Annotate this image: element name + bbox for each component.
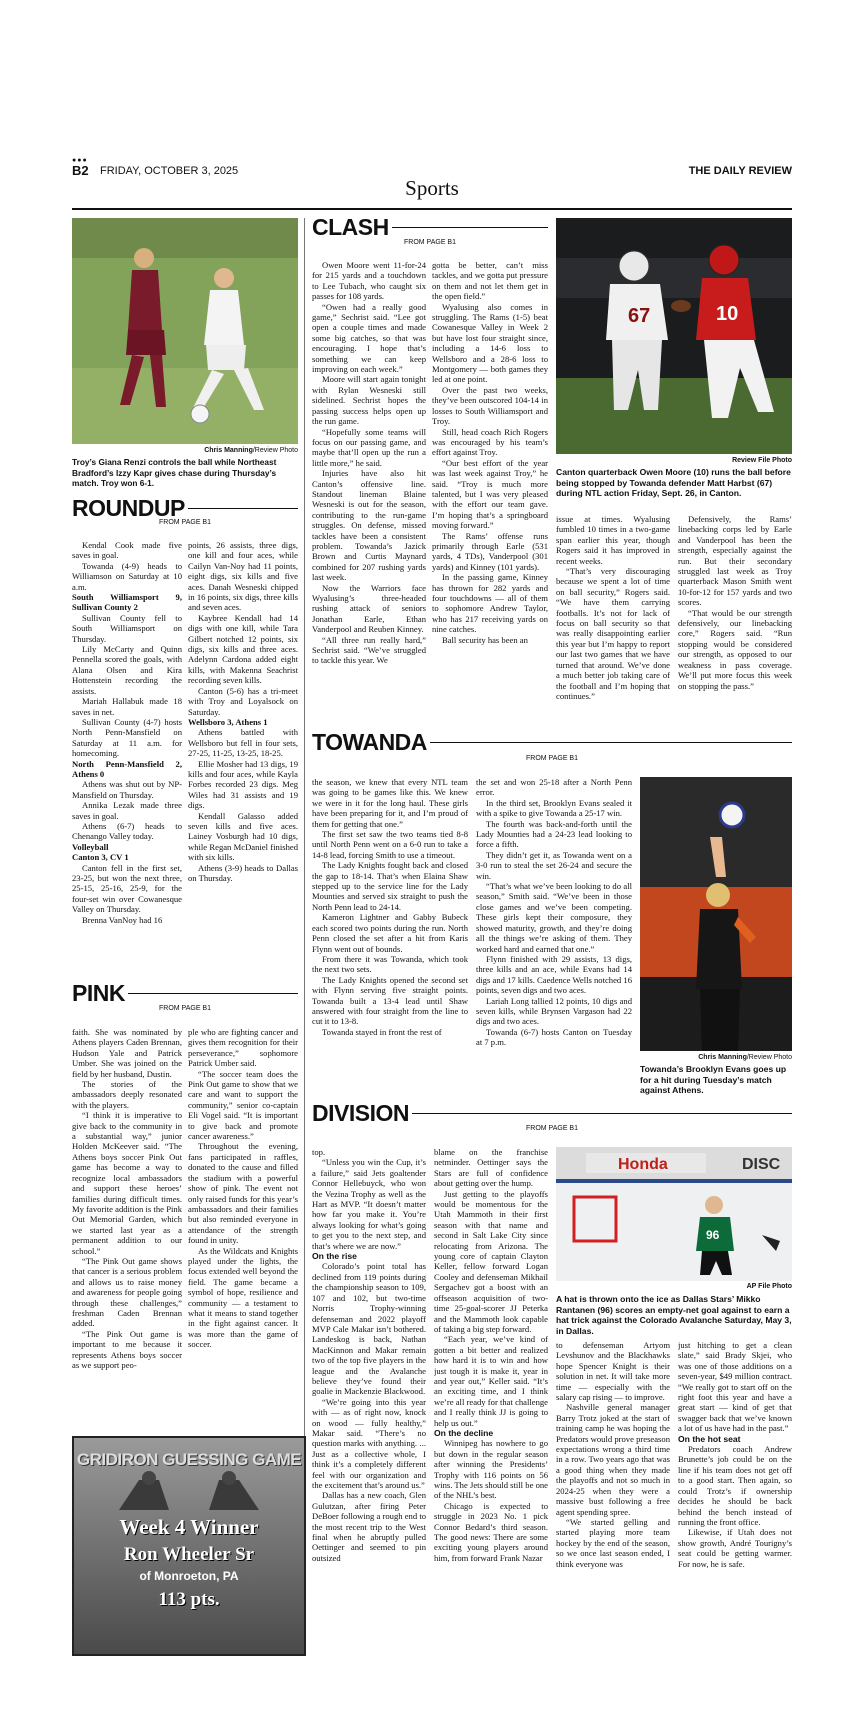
pink-headline: PINK (72, 980, 125, 1006)
subhead: On the hot seat (678, 1433, 741, 1444)
subhead: South Williamsport 9, Sullivan County 2 (72, 592, 182, 613)
paragraph: The fourth was back-and-forth until the Lady Mounties had a 24-23 lead looking to force a fifth. (476, 818, 632, 850)
ad-week-winner: Week 4 Winner (119, 1515, 259, 1539)
svg-text:67: 67 (628, 305, 651, 327)
pink-col-1 (72, 1027, 182, 1433)
pink-headline-row (72, 981, 298, 1005)
subhead: Canton 3, CV 1 (72, 852, 129, 863)
paragraph: “I think it is imperative to give back to the community in a substantial way,” junior Holden McKeever said. “The Athens boys soccer Pink Out game has become a way to recognize local ambassadors and support these heroes’ families during difficult times. My favorite addition is the Pink Out Memorial Garden, which we started last year as a permanent addition to our school.” (72, 1110, 182, 1256)
volleyball-photo-caption: Towanda’s Brooklyn Evans goes up for a hit during Tuesday’s match against Athens. (640, 1064, 787, 1096)
paragraph: “The soccer team does the Pink Out game to show that we care and want to support the community,” senior co-captain Eli Vogel said. “It is important to give back and promote cancer awareness.” (188, 1068, 298, 1142)
paragraph: “That’s very discouraging because we spent a lot of time on ball security,” Rogers said. “We have them carrying footballs. It’s not for lack of focus on ball security so that was really disappointing earlier this year but I’m happy to report our last two games that we have turned that around. We’ve done a much better job taking care of the football and I’m hoping that continues.” (556, 566, 670, 701)
paragraph: The first set saw the two teams tied 8-8 until North Penn went on a 6-0 run to take a 14-8 lead, forcing Smith to use a timeout. (312, 829, 468, 860)
division-col-1 (312, 1147, 426, 1653)
paragraph: Athens (6-7) heads to Chenango Valley today. (72, 820, 182, 842)
paragraph: “Owen had a really good game,” Sechrist said. “Lee got open a couple times and made some big catches, so that was encouraging. I hope that’s something we can keep improving on each week.” (312, 301, 426, 375)
paragraph: “We’re going into this year with — as of right now, knock on wood — fully healthy,” Makar said. “There’s no question marks with anything. ... Just as a collective whole, I think it’s a completely different feel with our organization and the excitement that’s around us.” (312, 1396, 426, 1490)
paragraph: ple who are fighting cancer and gives them recognition for their perseverance,” sophomore Patrick Umber said. (188, 1027, 298, 1069)
clash-headline-row (312, 215, 548, 239)
paragraph: Lily McCarty and Quinn Pennella scored the goals, with Alana Olsen and Kira Hottenstein recording the assists. (72, 644, 182, 696)
roundup-col-1 (72, 540, 182, 980)
paragraph: Moore will start again tonight with Rylan Wesneski still sidelined. Sechrist hopes the passing success helps open up the run game. (312, 374, 426, 427)
towanda-headline-row (312, 730, 792, 754)
clash-col-1 (312, 260, 426, 716)
header-rule (72, 208, 792, 210)
paragraph: Athens was shut out by NP-Mansfield on Thursday. (72, 779, 182, 800)
paragraph: Kendall Galasso added seven kills and five aces. Lainey Vosburgh had 10 digs, while Regan McDaniel finished with six kills. (188, 810, 298, 863)
paragraph: Owen Moore went 11-for-24 for 215 yards and a touchdown to Lee Tubach, who caught six passes for 108 yards. (312, 260, 426, 302)
clash-headline: CLASH (312, 214, 389, 240)
towanda-col-1 (312, 777, 468, 1097)
paragraph: Nashville general manager Barry Trotz joked at the start of training camp he was hoping the Predators would prove preseason expectations wrong a third time in a row. Two years ago that was a good thing when they made the playoffs and not so much in 2024-25 when they were a massive bust following a free agent spending spree. (556, 1402, 670, 1517)
hockey-photo-credit: AP File Photo (746, 1283, 792, 1290)
subhead: On the rise (312, 1251, 357, 1262)
paragraph: Still, head coach Rich Rogers was encouraged by his team’s effort against Troy. (432, 426, 548, 458)
football-photo (556, 218, 792, 454)
paragraph: “That would be our strength defensively, our linebacking core,” Rogers said. “Run stopping would be considered our strength, as opposed to our weakness in pass coverage. We’ll put more focus this week on stopping the pass.” (678, 607, 792, 691)
paragraph: Athens battled with Wellsboro but fell in four sets, 27-25, 11-25, 13-25, 18-25. (188, 727, 298, 759)
subhead: North Penn-Mansfield 2, Athens 0 (72, 758, 182, 779)
hockey-banner-text-2: DISC (742, 1156, 781, 1173)
paragraph: Towanda stayed in front the rest of (322, 1026, 442, 1037)
paragraph: Colorado’s point total has declined from 119 points during the championship season to 109, 107 and 102, but two-time Norris Trophy-winning defenseman and 2022 playoff MVP Cale Makar isn’t bothered. Landeskog is back, Nathan MacKinnon and Makar remain two of the top five players in the league and the Avalanche believe they’ve found their goalie in Mackenzie Blackwood. (312, 1261, 426, 1397)
paragraph: Flynn finished with 29 assists, 13 digs, three kills and an ace, while Evans had 14 digs and 17 kills. Caedence Wells notched 16 points, seven digs and two aces. (476, 953, 632, 996)
ad-football-players-icon (89, 1470, 289, 1510)
paragraph: Chicago is expected to struggle in 2023 No. 1 pick Connor Bedard’s third season. The good news: There are some exciting young players around him, from forward Frank Nazar (434, 1500, 548, 1563)
paragraph: Mariah Hallabuk made 18 saves in net. (72, 696, 182, 717)
pink-jumpline: FROM PAGE B1 (159, 1005, 211, 1012)
paragraph: “We started gelling and started playing more team hockey by the end of the season, so we once last season ended, I think everyone was (556, 1516, 670, 1569)
soccer-photo-caption: Troy’s Giana Renzi controls the ball while Northeast Bradford’s Izzy Kapr gives chase during Thursday’s match. Troy won 6-1. (72, 457, 277, 488)
paragraph: “All three run really hard,” Sechrist said. “We’ve struggled to tackle this year. We (312, 634, 426, 666)
subhead: On the decline (434, 1427, 494, 1438)
roundup-headline: ROUNDUP (72, 495, 185, 521)
roundup-jumpline: FROM PAGE B1 (159, 519, 211, 526)
paragraph: In the third set, Brooklyn Evans sealed it with a spike to give Towanda a 25-17 win. (476, 797, 632, 819)
paragraph: Wyalusing also comes in struggling. The Rams (1-5) beat Cowanesque Valley in Week 2 but have lost four straight since, including a 14-6 loss to Wellsboro and a 28-6 loss to Montgomery — both games they led at one point. (432, 301, 548, 385)
paragraph: “Hopefully some teams will focus on our passing game, and maybe that’ll open up the run a little more,” he said. (312, 426, 426, 468)
paragraph: Athens (3-9) heads to Dallas on Thursday. (188, 862, 298, 883)
paragraph: Sullivan County (4-7) hosts North Penn-Mansfield on Saturday at 11 a.m. for homecoming. (72, 716, 182, 759)
soccer-photo-credit: Chris Manning/Review Photo (204, 447, 298, 454)
paragraph: Now the Warriors face Wyalusing’s three-headed rushing attack of seniors Jonathan Earle, Ethan Vanderpool and Reuben Kinney. (312, 582, 426, 635)
ad-title: GRIDIRON GUESSING GAME (76, 1450, 302, 1469)
paragraph: “Unless you win the Cup, it’s a failure,” said Jets goaltender Connor Hellebuyck, who won the Vezina Trophy as well as the Hart as MVP. “It doesn’t matter how far you make it. You’re always looking for what’s going to get you to the next step, and that’s where we are now.” (312, 1157, 426, 1251)
paragraph: The Lady Knights opened the second set with Flynn serving five straight points. Towanda built a 13-4 lead until Shaw answered with four straight from the line to cut it to 13-8. (312, 974, 468, 1027)
paragraph: points, 26 assists, three digs, one kill and four aces, while Cailyn Van-Noy had 11 points, eight digs, six kills and five aces. Danah Wesneski chipped in 16 points, six digs, three kills and seven aces. (188, 540, 298, 613)
paragraph: “Each year, we’ve kind of gotten a bit better and realized how hard it is to win and how just tough it is make it, year in and year out,” Keller said. “It’s an exciting time, and I think we’re all ready for that challenge and I really think JJ is going to help us out.” (434, 1334, 548, 1428)
paragraph: blame on the franchise netminder. Oettinger says the Stars are full of confidence about getting over the hump. (434, 1147, 548, 1189)
svg-text:10: 10 (716, 303, 739, 325)
paragraph: “The Pink Out game shows that cancer is a serious problem and allows us to raise money and awareness for people going through these challenges,” freshman Caden Brennan added. (72, 1255, 182, 1329)
subhead: Wellsboro 3, Athens 1 (188, 716, 268, 727)
paragraph: top. (312, 1147, 326, 1157)
newspaper-name: THE DAILY REVIEW (688, 165, 792, 177)
division-col-2 (434, 1147, 548, 1653)
paragraph: to defenseman Artyom Levshunov and the Blackhawks hope Spencer Knight is their solution in net. It will take more time — especially with the salary cap rising — to improve. (556, 1340, 670, 1403)
volleyball-photo (640, 777, 792, 1051)
paragraph: “Our best effort of the year was last week against Troy,” he said. “Troy is much more talented, but I was very pleased with the effort our team gave. I’m hoping that’s a springboard moving forward.” (432, 457, 548, 531)
paragraph: Predators coach Andrew Brunette’s job could be on the line if his team does not get off to a good start. Then again, so could Trotz’s if ownership decides he should be back behind the bench instead of running the front office. (678, 1444, 792, 1527)
paragraph: gotta be better, can’t miss tackles, and we gotta put pressure on them and not let them get in the open field.” (432, 260, 548, 302)
paragraph: Canton fell in the first set, 23-25, but won the next three, 25-15, 25-16, 25-9, for the four-set win over Cowanesque Valley on Thursday. (72, 862, 182, 915)
roundup-headline-row (72, 496, 298, 520)
towanda-jumpline: FROM PAGE B1 (526, 755, 578, 762)
paragraph: Canton (5-6) has a tri-meet with Troy and Loyalsock on Saturday. (188, 685, 298, 717)
paragraph: Dallas has a new coach, Glen Gulutzan, after firing Peter DeBoer following a rough end to the most recent trip to the West final when he abruptly pulled Oettinger and seemed to pin outsized (312, 1490, 426, 1563)
paragraph: “That’s what we’ve been looking to do all season,” Smith said. “We’ve been in those close games and we’ve been competing. These girls kept their composure, they showed maturity, growth, and they’re doing all the things we’re asking of them. They worked hard and earned that one.” (476, 881, 632, 954)
page-dots: ●●● (72, 157, 88, 164)
clash-col-3 (556, 514, 670, 716)
paragraph: The stories of the ambassadors deeply resonated with the players. (72, 1079, 182, 1110)
clash-jumpline: FROM PAGE B1 (404, 239, 456, 246)
roundup-col-2 (188, 540, 298, 980)
paragraph: “The Pink Out game is important to me because it represents Athens boys soccer as we support peo- (72, 1328, 182, 1370)
paragraph: Sullivan County fell to South Williamsport on Thursday. (72, 612, 182, 644)
paragraph: Just getting to the playoffs would be momentous for the Utah Mammoth in their first season with that name and second in Salt Lake City since relocating from Arizona. The young core of captain Clayton Keller, fellow forward Logan Cooley and defenseman Mikhail Sergachev got a boost with an offseason acquisition of two-time 25-goal-scorer JJ Peterka and the Mammoth look capable of taking a big step forward. (434, 1188, 548, 1334)
division-headline: DIVISION (312, 1100, 409, 1126)
paragraph: the set and won 25-18 after a North Penn error. (476, 777, 632, 798)
paragraph: the season, we knew that every NTL team was going to be games like this. We knew we were in it for the long haul. These girls have been preparing for it, and I’m proud of them for getting that one.” (312, 777, 468, 829)
ad-winner-town: of Monroeton, PA (139, 1569, 239, 1583)
hockey-banner-text: Honda (618, 1156, 668, 1173)
pink-col-2 (188, 1027, 298, 1433)
paragraph: Towanda (6-7) hosts Canton on Tuesday at 7 p.m. (476, 1026, 632, 1048)
paragraph: In the passing game, Kinney has thrown for 282 yards and four touchdowns — all of them to sophomore Andrew Taylor, who has 217 receiving yards on nine catches. (432, 572, 548, 635)
towanda-headline: TOWANDA (312, 729, 427, 755)
gridiron-ad (72, 1436, 306, 1656)
paragraph: faith. She was nominated by Athens players Caden Brennan, Hudson Yale and Patrick Umber. She was joined on the field by her husband, Dustin. (72, 1027, 182, 1079)
paragraph: As the Wildcats and Knights played under the lights, the focus extended well beyond the field. The game became a symbol of hope, resilience and community — a testament to what it means to stand together in the fight against cancer. It was more than the game of soccer. (188, 1245, 298, 1350)
football-photo-caption: Canton quarterback Owen Moore (10) runs the ball before being stopped by Towanda defender Matt Harbst (67) during NTL action Friday, Sept. 26, in Canton. (556, 467, 791, 499)
paragraph: Kameron Lightner and Gabby Bubeck each scored two points during the run. North Penn closed the set after a hit from Karis Flynn went out of bounds. (312, 912, 468, 954)
soccer-photo (72, 218, 298, 444)
division-headline-row (312, 1101, 792, 1125)
paragraph: Winnipeg has nowhere to go but down in the regular season after winning the Presidents’ Trophy with 116 points on 56 wins. The Jets should still be one of the NHL’s best. (434, 1438, 548, 1501)
paragraph: Lariah Long tallied 12 points, 10 digs and seven kills, while Brynsen Vargason had 22 digs and two aces. (476, 995, 632, 1027)
paragraph: The Lady Knights fought back and closed the gap to 18-14. That’s when Elaina Shaw stepped up to the service line for the Lady Mounties and served six straight to push the North Penn lead to 24-14. (312, 860, 468, 912)
paragraph: issue at times. Wyalusing fumbled 10 times in a two-game span earlier this year, though Rogers said it has improved in recent weeks. (556, 514, 670, 566)
paragraph: From there it was Towanda, which took the next two sets. (312, 953, 468, 975)
football-photo-credit: Review File Photo (732, 457, 792, 464)
paragraph: just hitching to get a clean slate,” said Brady Skjei, who was one of those additions on a seven-year, $49 million contract. “We really got to start off on the right foot this year and have a great start — kind of get that swagger back that we’ve known a lot of us have had in the past.” (678, 1340, 792, 1434)
clash-col-4 (678, 514, 792, 716)
paragraph: Throughout the evening, fans participated in raffles, donated to the cause and filled the stadium with a powerful show of pink. The event not only raised funds for this year’s ambassadors and their families but also reminded everyone in attendance of the strength found in unity. (188, 1141, 298, 1246)
issue-date: FRIDAY, OCTOBER 3, 2025 (100, 165, 239, 177)
paragraph: Ellie Mosher had 13 digs, 19 kills and four aces, while Kayla Forbes recorded 23 digs. Meg Wiles had 31 assists and 19 digs. (188, 758, 298, 811)
paragraph: Brenna VanNoy had 16 (82, 914, 163, 925)
paragraph: Likewise, if Utah does not show growth, André Tourigny’s seat could be getting warmer. For now, he is safe. (678, 1527, 792, 1569)
paragraph: The Rams’ offense runs primarily through Earle (531 yards, 4 TDs), Vanderpool (301 yards) and Kinney (101 yards). (432, 530, 548, 572)
hockey-photo (556, 1147, 792, 1281)
division-jumpline: FROM PAGE B1 (526, 1125, 578, 1132)
ad-winner-name: Ron Wheeler Sr (123, 1544, 255, 1565)
ad-points: 113 pts. (158, 1589, 220, 1610)
division-col-4 (678, 1340, 792, 1653)
section-title: Sports (405, 176, 459, 200)
subhead: Volleyball (72, 841, 109, 852)
volleyball-photo-credit: Chris Manning/Review Photo (698, 1054, 792, 1061)
paragraph: Over the past two weeks, they’ve been outscored 104-14 in losses to South Williamsport and Troy. (432, 384, 548, 427)
page-number: ●●● B2 (72, 157, 89, 178)
division-col-3 (556, 1340, 670, 1653)
paragraph: Ball security has been an (442, 634, 528, 645)
paragraph: Annika Lezak made three saves in goal. (72, 800, 182, 821)
paragraph: Kendal Cook made five saves in goal. (72, 540, 182, 561)
paragraph: Injuries have also hit Canton’s offensive line. Standout lineman Blaine Wesneski is out for the season, contributing to the run-game struggles. On defense, missed tackles have been a consistent problem. Towanda’s Jazick Brown and Curtis Maynard combined for 207 rushing yards last week. (312, 468, 426, 583)
paragraph: Kaybree Kendall had 14 digs with one kill, while Tara Gilbert notched 12 points, six digs, six kills and three aces. Adelynn Cardona added eight kills, with Makenna Seachrist recording seven kills. (188, 612, 298, 686)
hockey-photo-caption: A hat is thrown onto the ice as Dallas Stars’ Mikko Rantanen (96) scores an empty-net goal against to earn a hat trick against the Colorado Avalanche Saturday, May 3, in Dallas. (556, 1294, 792, 1336)
svg-text:96: 96 (706, 1228, 720, 1242)
towanda-col-2 (476, 777, 632, 1097)
paragraph: They didn’t get it, as Towanda went on a 3-0 run to steal the set 26-24 and secure the win. (476, 849, 632, 881)
paragraph: Defensively, the Rams’ linebacking corps led by Earle and Vanderpool has been the strength, especially against the run. But their secondary struggled last week as Troy quarterback Mason Smith went 10-for-12 for 157 yards and two scores. (678, 514, 792, 608)
paragraph: Towanda (4-9) heads to Williamson on Saturday at 10 a.m. (72, 560, 182, 592)
clash-col-2 (432, 260, 548, 716)
